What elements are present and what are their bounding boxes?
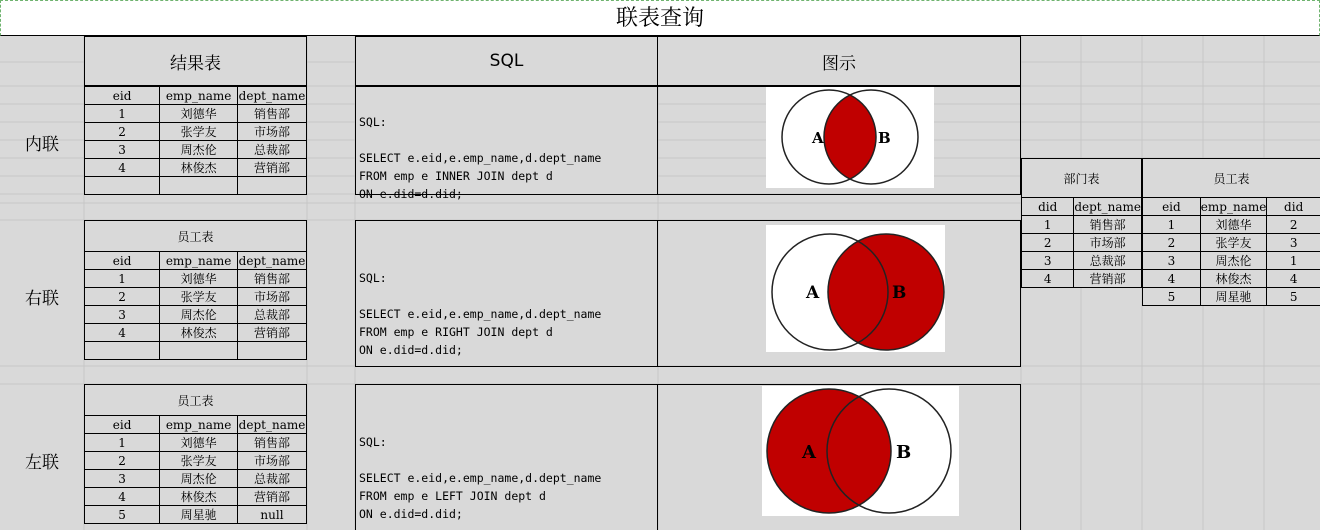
cell: 1: [1143, 216, 1201, 234]
table-row: [1022, 216, 1142, 234]
table-row-empty: [85, 177, 307, 195]
right-result-table: [84, 220, 307, 360]
venn-circle-a: [767, 389, 891, 513]
venn-label-a: A: [802, 442, 816, 463]
cell: 5: [1143, 288, 1201, 306]
sql-line: FROM emp e LEFT JOIN dept d: [359, 489, 546, 503]
venn-label-b: B: [878, 129, 891, 147]
sql-inner: [355, 86, 658, 201]
table-row: [1022, 270, 1142, 288]
row-label-right: 右联: [25, 289, 59, 309]
cell: 周星驰: [160, 506, 238, 524]
col-did: did: [1267, 198, 1320, 216]
col-dept-name: dept_name: [238, 417, 306, 432]
cell: 市场部: [238, 452, 307, 470]
cell: 林俊杰: [160, 159, 238, 177]
sql-line: ON e.did=d.did;: [359, 507, 463, 521]
left-result-table: [84, 384, 307, 524]
sql-line: [359, 131, 657, 149]
table-caption: 部门表: [1022, 159, 1142, 198]
table-caption: 员工表: [85, 221, 307, 252]
cell: 3: [1143, 252, 1201, 270]
cell: 刘德华: [160, 434, 238, 452]
col-dept-name: dept_name: [238, 88, 306, 103]
cell: 市场部: [238, 288, 307, 306]
venn-label-b: B: [892, 283, 907, 303]
table-row: [85, 306, 307, 324]
sql-line: SQL:: [359, 271, 387, 285]
venn-inner-diagram: [766, 87, 934, 188]
cell: 营销部: [238, 159, 307, 177]
cell: 周杰伦: [160, 306, 238, 324]
cell: 营销部: [238, 324, 307, 342]
sql-line: SQL:: [359, 115, 387, 129]
table-row: [85, 270, 307, 288]
col-dept-name: dept_name: [1074, 199, 1141, 214]
cell: 2: [1143, 234, 1201, 252]
col-emp-name: emp_name: [160, 252, 238, 270]
table-row: [85, 488, 307, 506]
table-row: [85, 324, 307, 342]
cell: 2: [85, 123, 160, 141]
table-row: [1022, 234, 1142, 252]
cell: 5: [118, 507, 126, 522]
cell: 刘德华: [160, 270, 238, 288]
cell: 4: [85, 159, 160, 177]
col-did: did: [1022, 198, 1074, 216]
cell: 营销部: [238, 488, 307, 506]
cell: 林俊杰: [160, 488, 238, 506]
table-row: [1143, 234, 1320, 252]
cell: 销售部: [238, 434, 307, 452]
table-row: [85, 506, 307, 524]
cell: 周杰伦: [160, 141, 238, 159]
inner-result-table: [84, 86, 307, 195]
table-caption: 员工表: [85, 385, 307, 416]
cell: 3: [1022, 252, 1074, 270]
cell: 3: [85, 306, 160, 324]
cell: 4: [85, 324, 160, 342]
cell: 总裁部: [238, 306, 307, 324]
table-row: [85, 288, 307, 306]
table-caption: 员工表: [1143, 159, 1320, 198]
cell: 刘德华: [1200, 216, 1267, 234]
table-row: [1022, 252, 1142, 270]
table-header-row: [85, 416, 307, 434]
col-emp-name: emp_name: [160, 416, 238, 434]
table-header-row: [85, 87, 307, 105]
header-result: 结果表: [84, 36, 307, 86]
table-row: [85, 452, 307, 470]
col-eid: eid: [1143, 198, 1201, 216]
cell: 总裁部: [238, 141, 307, 159]
row-label-left: 左联: [25, 453, 59, 473]
col-dept-name: dept_name: [238, 253, 306, 268]
cell: 刘德华: [160, 105, 238, 123]
table-row: [85, 141, 307, 159]
cell: 销售部: [238, 105, 307, 123]
table-row: [85, 159, 307, 177]
sql-line: [359, 287, 657, 305]
col-emp-name: emp_name: [160, 87, 238, 105]
cell: 4: [85, 488, 160, 506]
cell: 1: [85, 105, 160, 123]
cell: null: [238, 506, 307, 524]
table-header-row: [1022, 198, 1142, 216]
cell: 4: [1043, 271, 1052, 286]
cell: 周星驰: [1200, 288, 1267, 306]
row-label-inner: 内联: [25, 135, 59, 155]
table-row: [85, 470, 307, 488]
cell: 2: [85, 452, 160, 470]
table-row: [85, 123, 307, 141]
sql-line: ON e.did=d.did;: [359, 187, 463, 201]
table-row: [85, 434, 307, 452]
sql-line: FROM emp e INNER JOIN dept d: [359, 169, 553, 183]
cell: 3: [1267, 234, 1320, 252]
cell: 总裁部: [1074, 252, 1142, 270]
header-diagram: 图示: [657, 36, 1021, 86]
cell: 市场部: [238, 123, 307, 141]
col-eid: eid: [85, 252, 160, 270]
cell: 销售部: [1074, 216, 1142, 234]
cell: 1: [85, 270, 160, 288]
sql-line: [359, 451, 657, 469]
cell: 3: [85, 141, 160, 159]
table-row: [85, 105, 307, 123]
cell: 销售部: [238, 270, 307, 288]
cell: 5: [1267, 288, 1320, 306]
venn-label-a: A: [812, 129, 824, 147]
page-title: 联表查询: [0, 0, 1320, 36]
table-header-row: [1143, 198, 1320, 216]
cell: 张学友: [160, 123, 238, 141]
cell: 林俊杰: [1200, 270, 1267, 288]
sql-line: SELECT e.eid,e.emp_name,d.dept_name: [359, 471, 602, 485]
cell: 张学友: [160, 288, 238, 306]
col-eid: eid: [85, 87, 160, 105]
dept-table: [1021, 158, 1142, 288]
cell: 2: [85, 288, 160, 306]
sql-right: [355, 220, 658, 367]
venn-label-b: B: [896, 442, 912, 463]
sql-line: SELECT e.eid,e.emp_name,d.dept_name: [359, 307, 602, 321]
cell: 林俊杰: [160, 324, 238, 342]
emp-table: [1142, 158, 1320, 306]
cell: 1: [1267, 252, 1320, 270]
venn-label-a: A: [806, 283, 820, 303]
table-header-row: [85, 252, 307, 270]
sql-line: FROM emp e RIGHT JOIN dept d: [359, 325, 553, 339]
cell: 营销部: [1074, 270, 1142, 288]
cell: 周杰伦: [160, 470, 238, 488]
cell: 市场部: [1074, 234, 1142, 252]
venn-left-diagram: [762, 386, 959, 516]
col-eid: eid: [85, 416, 160, 434]
venn-right-diagram: [766, 225, 945, 352]
table-row: [1143, 288, 1320, 306]
cell: 张学友: [1200, 234, 1267, 252]
cell: 1: [1022, 216, 1074, 234]
cell: 3: [85, 470, 160, 488]
table-row: [1143, 252, 1320, 270]
header-sql: SQL: [355, 36, 658, 86]
cell: 张学友: [160, 452, 238, 470]
venn-circle-b: [828, 234, 944, 350]
sql-left: [355, 384, 658, 530]
col-emp-name: emp_name: [1200, 199, 1267, 214]
cell: 4: [1143, 270, 1201, 288]
sql-line: ON e.did=d.did;: [359, 343, 463, 357]
sql-line: SQL:: [359, 435, 387, 449]
cell: 总裁部: [238, 470, 307, 488]
cell: 2: [1267, 216, 1320, 234]
table-row-empty: [85, 342, 307, 360]
sql-line: SELECT e.eid,e.emp_name,d.dept_name: [359, 151, 602, 165]
cell: 1: [85, 434, 160, 452]
table-row: [1143, 270, 1320, 288]
cell: 4: [1267, 270, 1320, 288]
cell: 周杰伦: [1200, 252, 1267, 270]
table-row: [1143, 216, 1320, 234]
cell: 2: [1022, 234, 1074, 252]
